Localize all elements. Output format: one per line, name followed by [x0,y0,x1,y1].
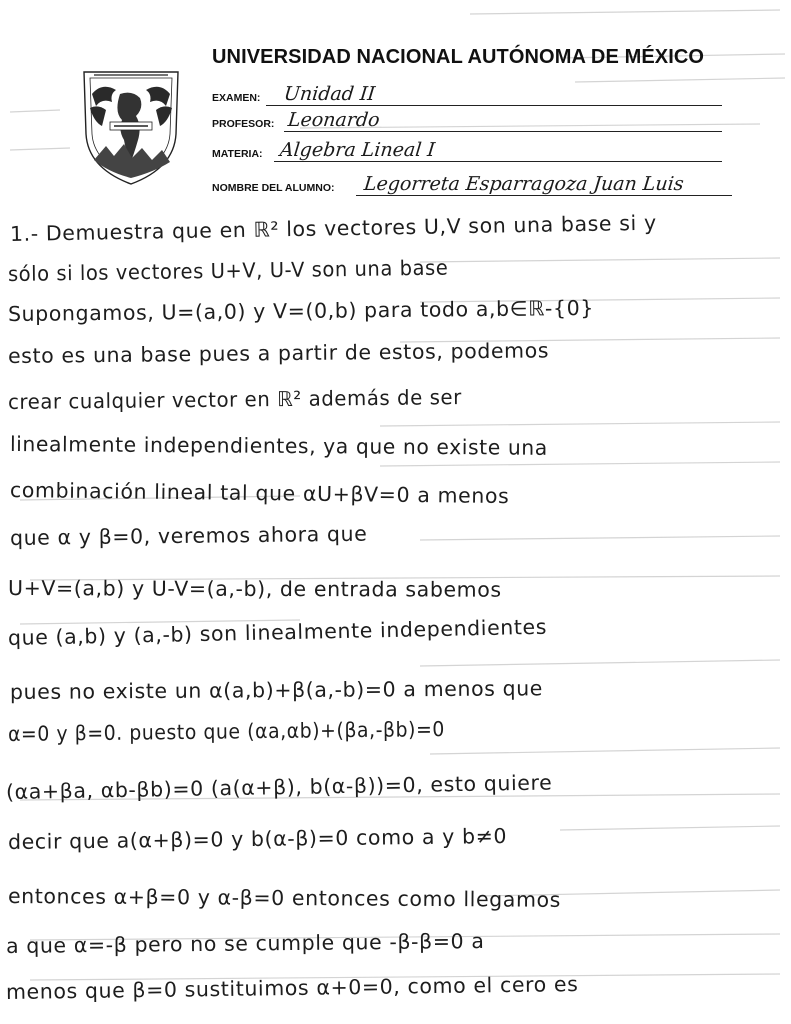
subject-field [212,136,732,162]
subject-value: Algebra Lineal I [278,139,437,161]
answer-line: Supongamos, U=(a,0) y V=(0,b) para todo a,b∈ℝ-{0} [7,295,595,326]
professor-value: Leonardo [286,109,381,131]
answer-line: decir que a(α+β)=0 y b(α-β)=0 como a y b≠0 [7,823,508,854]
subject-rule [274,161,722,162]
answer-line: pues no existe un α(a,b)+β(a,-b)=0 a menos que [9,676,544,704]
exam-field [212,80,732,106]
answer-line: que α y β=0, veremos ahora que [9,521,368,550]
answer-line: esto es una base pues a partir de estos, podemos [7,338,550,368]
professor-label: PROFESOR: [212,118,275,130]
answer-line: menos que β=0 sustituimos α+0=0, como el cero es [5,972,579,1004]
professor-rule [284,131,722,132]
answer-line: sólo si los vectores U+V, U-V son una base [7,255,449,286]
exam-label: EXAMEN: [212,92,261,104]
unam-seal-icon [76,64,186,188]
answer-line: que (a,b) y (a,-b) son linealmente independientes [7,614,548,650]
student-name-rule [356,195,732,196]
answer-line: U+V=(a,b) y U-V=(a,-b), de entrada sabemos [7,576,502,602]
answer-line: linealmente independientes, ya que no existe una [9,432,548,460]
subject-label: MATERIA: [212,148,263,160]
exam-value: Unidad II [282,83,377,105]
answer-line: a que α=-β pero no se cumple que -β-β=0 a [5,928,485,958]
student-name-field [212,170,742,196]
student-name-label: NOMBRE DEL ALUMNO: [212,182,335,194]
answer-line: entonces α+β=0 y α-β=0 entonces como llegamos [7,884,562,912]
answer-line: crear cualquier vector en ℝ² además de ser [7,385,462,414]
professor-field [212,106,732,132]
answer-line: α=0 y β=0. puesto que (αa,αb)+(βa,-βb)=0 [7,717,446,746]
student-name-value: Legorreta Esparragoza Juan Luis [362,173,685,195]
answer-line: 1.- Demuestra que en ℝ² los vectores U,V son una base si y [9,210,657,246]
university-name: UNIVERSIDAD NACIONAL AUTÓNOMA DE MÉXICO [212,46,705,68]
answer-line: (αa+βa, αb-βb)=0 (a(α+β), b(α-β))=0, esto quiere [5,770,553,804]
answer-line: combinación lineal tal que αU+βV=0 a menos [9,478,510,509]
